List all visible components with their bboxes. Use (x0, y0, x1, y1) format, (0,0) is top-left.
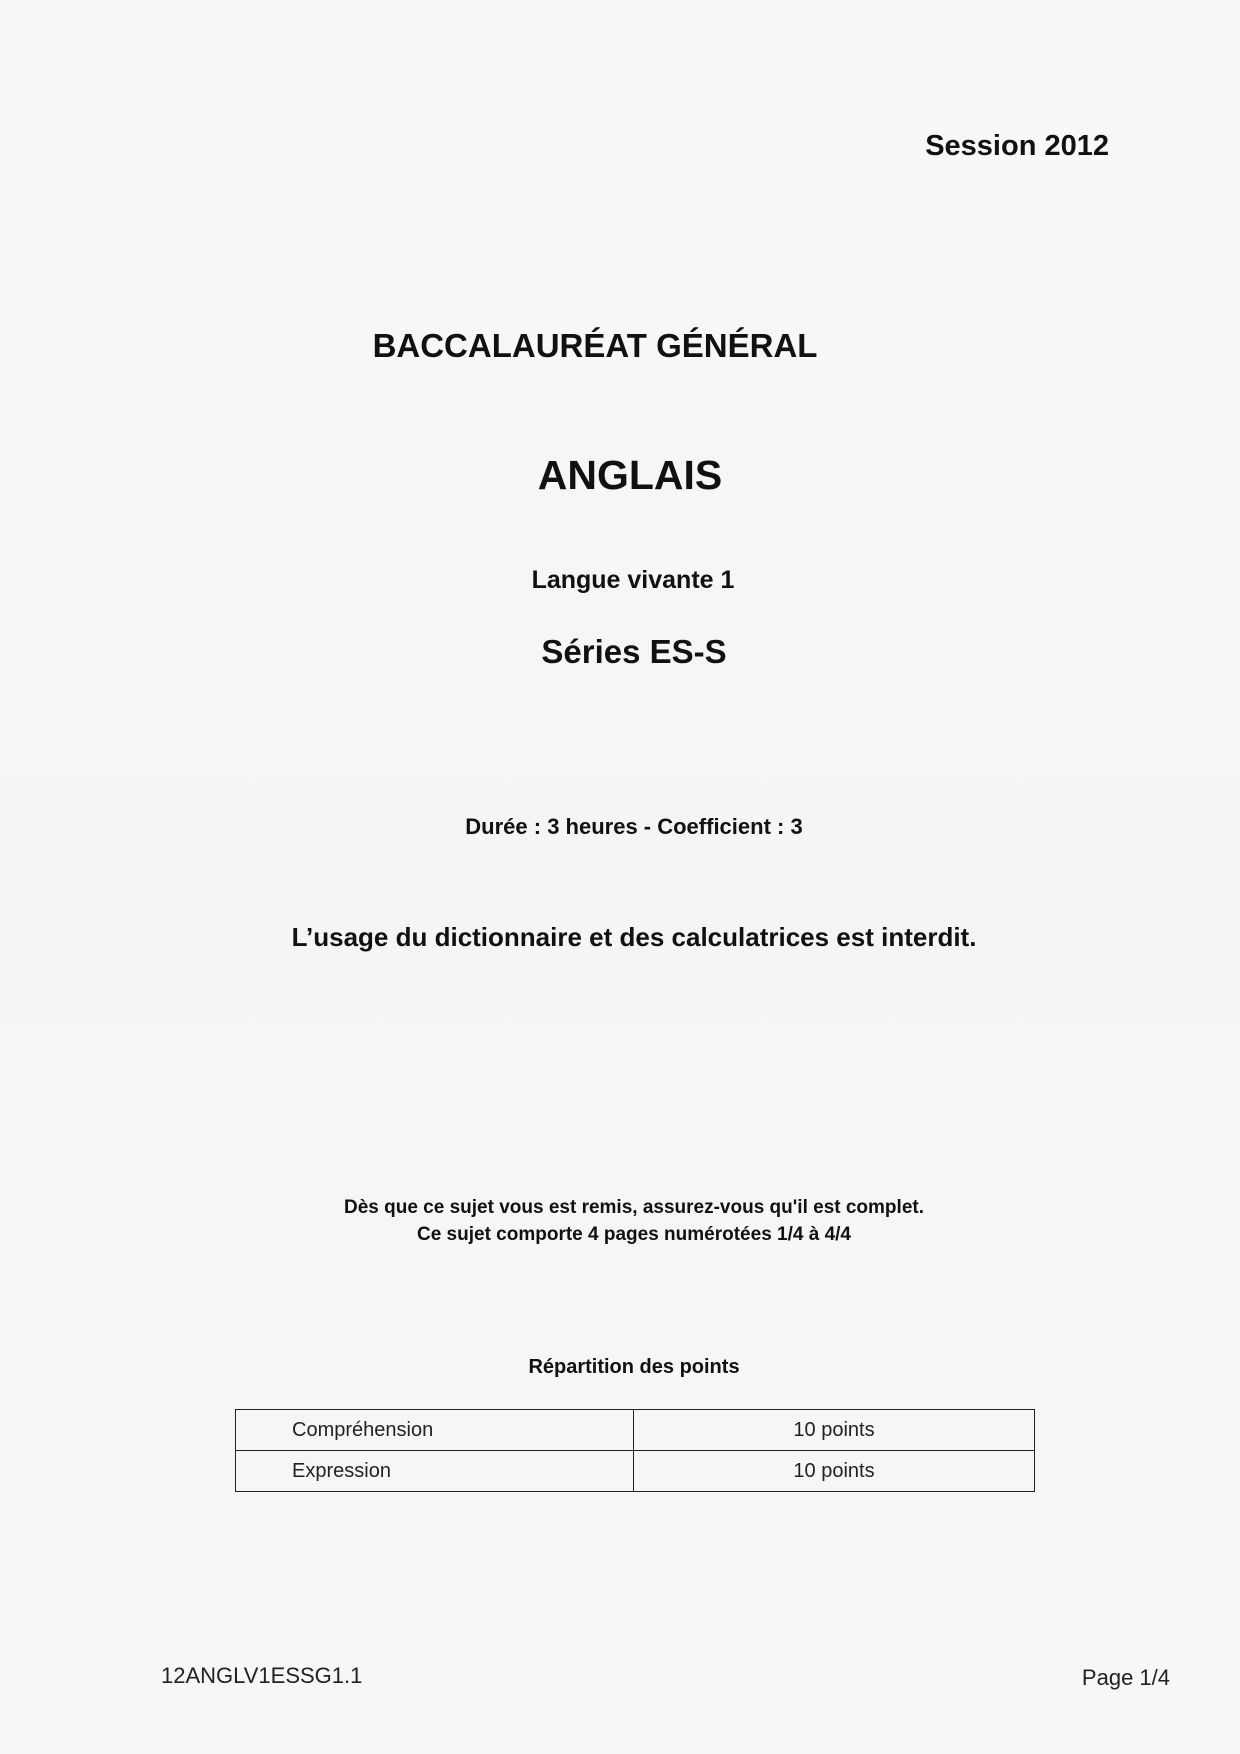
subject-code: 12ANGLV1ESSG1.1 (161, 1663, 363, 1688)
table-row (236, 1410, 1035, 1451)
page-number: Page 1/4 (1081, 1665, 1170, 1690)
points-table (235, 1409, 1035, 1492)
points-value-expression: 10 points (634, 1451, 1035, 1492)
table-row (236, 1451, 1035, 1492)
points-label-expression: Expression (236, 1451, 634, 1492)
subject-title: ANGLAIS (537, 452, 723, 498)
exam-title: BACCALAURÉAT GÉNÉRAL (372, 327, 818, 364)
language-level: Langue vivante 1 (531, 566, 735, 594)
points-label-comprehension: Compréhension (236, 1410, 634, 1451)
session-label: Session 2012 (925, 130, 1109, 162)
points-heading: Répartition des points (528, 1356, 740, 1378)
duration-coefficient: Durée : 3 heures - Coefficient : 3 (465, 814, 803, 839)
usage-rule: L’usage du dictionnaire et des calculatrices est interdit. (291, 922, 977, 952)
completeness-notice: Dès que ce sujet vous est remis, assurez-vous qu'il est complet. (343, 1197, 924, 1218)
series-label: Séries ES-S (541, 633, 727, 670)
page-count-notice: Ce sujet comporte 4 pages numérotées 1/4 à 4/4 (416, 1224, 851, 1245)
points-value-comprehension: 10 points (634, 1410, 1035, 1451)
